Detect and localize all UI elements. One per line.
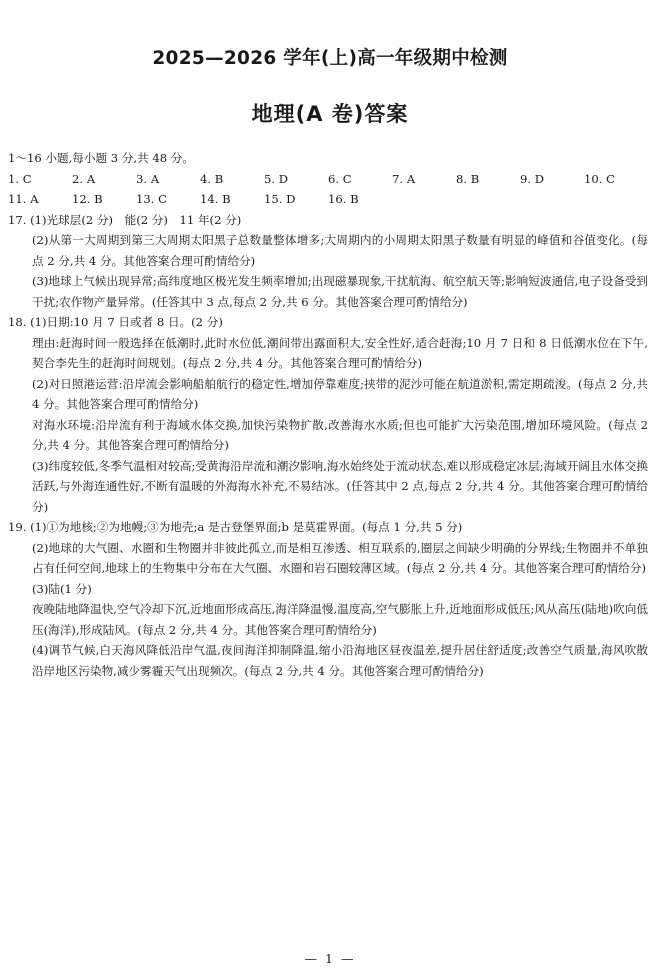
page-number: — 1 — — [304, 951, 356, 966]
mc-answer: 5. D — [264, 171, 289, 186]
mc-answer: 15. D — [264, 192, 296, 206]
mc-intro: 1～16 小题,每小题 3 分,共 48 分。 — [8, 151, 194, 165]
mc-answer: 13. C — [136, 192, 167, 206]
mc-answer: 1. C — [8, 171, 32, 186]
q18-part1: 18. (1)日期:10 月 7 日或者 8 日。(2 分) — [8, 315, 223, 329]
mc-answer: 7. A — [392, 171, 416, 186]
answer-subtitle: 地理(A 卷)答案 — [251, 102, 409, 126]
mc-answers-row-2 — [8, 189, 648, 210]
q18-part2-port: (2)对日照港运营:沿岸流会影响船舶航行的稳定性,增加停靠难度;挟带的泥沙可能在航道淤积,需定期疏浚。(每点 2 分,共 4 分。其他答案合理可酌情给分) — [32, 376, 648, 411]
q19-part2: (2)地球的大气圈、水圈和生物圈并非彼此孤立,而是相互渗透、相互联系的,圈层之间缺少明确的分界线;生物圈并不单独占有任何空间,地球上的生物集中分布在大气圈、水圈和岩石圈较薄区域。(每点 2 分,共 4 分。其他答案合理可酌情给分) — [32, 540, 648, 575]
q18-part2-water: 对海水环境:沿岸流有利于海域水体交换,加快污染物扩散,改善海水水质;但也可能扩大污染范围,增加环境风险。(每点 2 分,共 4 分。其他答案合理可酌情给分) — [32, 417, 648, 452]
q17-part1: 17. (1)光球层(2 分) 能(2 分) 11 年(2 分) — [8, 212, 242, 227]
mc-answer: 12. B — [72, 192, 103, 206]
q17-part3: (3)地球上气候出现异常;高纬度地区极光发生频率增加;出现磁暴现象,干扰航海、航空航天等;影响短波通信,电子设备受到干扰;农作物产量异常。(任答其中 3 点,每点 2 分,共 6 分。其他答案合理可酌情给分) — [32, 274, 648, 309]
q19-part3-explanation: 夜晚陆地降温快,空气冷却下沉,近地面形成高压,海洋降温慢,温度高,空气膨胀上升,近地面形成低压;风从高压(陆地)吹向低压(海洋),形成陆风。(每点 2 分,共 4 分。其他答案合理可酌情给分) — [32, 602, 648, 637]
mc-answer: 9. D — [520, 171, 545, 186]
mc-answers-row-1 — [8, 169, 648, 190]
q17-part2: (2)从第一大周期到第三大周期太阳黑子总数量整体增多;大周期内的小周期太阳黑子数量有明显的峰值和谷值变化。(每点 2 分,共 4 分。其他答案合理可酌情给分) — [32, 233, 648, 268]
mc-answer: 6. C — [328, 171, 352, 186]
q18-part3: (3)纬度较低,冬季气温相对较高;受黄海沿岸流和潮汐影响,海水始终处于流动状态,难以形成稳定冰层;海域开阔且水体交换活跃,与外海连通性好,不断有温暖的外海海水补充,不易结冰。(任答其中 2 点,每点 2 分,共 4 分。其他答案合理可酌情给分) — [32, 458, 648, 514]
mc-answer: 14. B — [200, 192, 231, 206]
mc-answer: 8. B — [456, 171, 480, 186]
mc-answer: 2. A — [72, 171, 96, 186]
mc-answer: 10. C — [584, 171, 615, 186]
answer-content — [8, 148, 648, 681]
mc-answer: 16. B — [328, 192, 359, 206]
mc-answer: 4. B — [200, 171, 224, 186]
exam-title: 2025—2026 学年(上)高一年级期中检测 — [152, 48, 508, 69]
q19-part1: 19. (1)①为地核;②为地幔;③为地壳;a 是古登堡界面;b 是莫霍界面。(每点 1 分,共 5 分) — [8, 520, 463, 534]
mc-answer: 3. A — [136, 171, 160, 186]
q19-part4: (4)调节气候,白天海风降低沿岸气温,夜间海洋抑制降温,缩小沿海地区昼夜温差,提升居住舒适度;改善空气质量,海风吹散沿岸地区污染物,减少雾霾天气出现频次。(每点 2 分,共 4 分。其他答案合理可酌情给分) — [32, 643, 648, 678]
q19-part3: (3)陆(1 分) — [32, 581, 92, 596]
q18-reason: 理由:赶海时间一般选择在低潮时,此时水位低,潮间带出露面积大,安全性好,适合赶海;10 月 7 日和 8 日低潮水位在下午,契合李先生的赶海时间规划。(每点 2 分,共 4 分。其他答案合理可酌情给分) — [32, 335, 648, 370]
mc-answer: 11. A — [8, 192, 39, 206]
